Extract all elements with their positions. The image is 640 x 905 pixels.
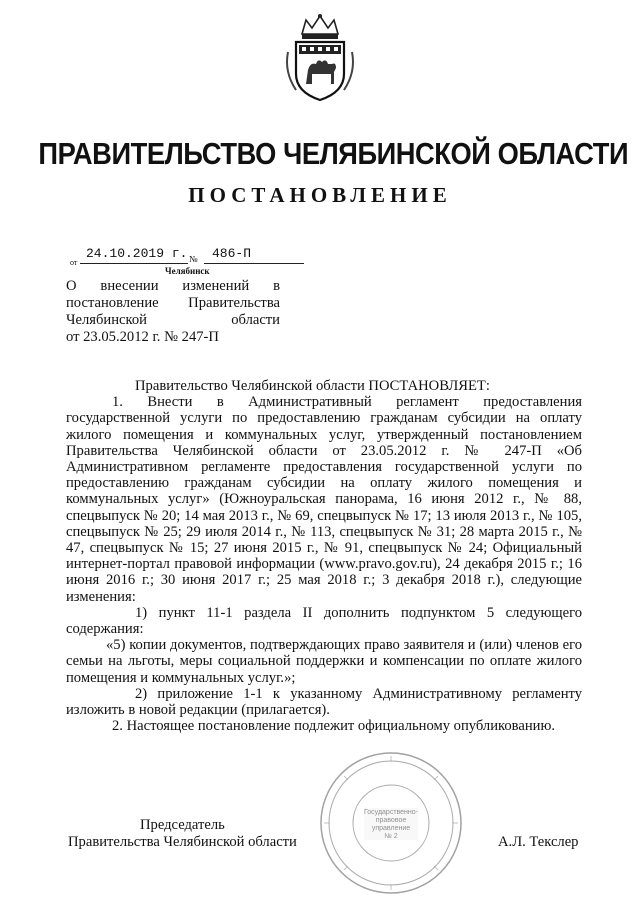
clause-1: 1. Внести в Административный регламент предоставления государственной услуги по предоставлению гражданам субсидии на оплату жилого помещения и коммунальных услуг, утвержденный постановлением Правительства Челябинской области от 23.05.2012 г. № 247-П «Об Административном регламенте предоставления государственной услуги по предоставлению гражданам субсидии на оплату жилого помещения и коммунальных услуг» (Южноуральская панорама, 16 июня 2012 г., № 88, спецвыпуск № 20; 14 мая 2013 г., № 69, спецвыпуск № 17; 13 июля 2013 г., № 105, спецвыпуск № 25; 29 июля 2014 г., № 113, спецвыпуск № 31; 28 марта 2015 г., № 47, спецвыпуск № 15; 27 июня 2015 г., № 91, спецвыпуск № 24; Официальный интернет-портал правовой информации (www.pravo.gov.ru), 24 декабря 2015 г.; 16 июня 2016 г.; 30 июня 2017 г.; 25 мая 2018 г.; 3 декабря 2018 г.), следующие изменения: [66,394,582,605]
document-type: ПОСТАНОВЛЕНИЕ [188,183,452,207]
official-seal-icon [316,748,466,898]
signatory-name: А.Л. Текслер [498,834,579,850]
subclause-2: 2) приложение 1-1 к указанному Административному регламенту изложить в новой редакции (прилагается). [66,685,582,719]
organization-title: ПРАВИТЕЛЬСТВО ЧЕЛЯБИНСКОЙ ОБЛАСТИ [38,136,629,171]
coat-of-arms-icon [282,12,358,104]
subject-line: от 23.05.2012 г. № 247-П [66,329,219,345]
signatory-title-line2: Правительства Челябинской области [68,834,297,850]
stamp-text-line: № 2 [384,833,398,840]
stamp-text-line: правовое [375,817,407,824]
quoted-text: «5) копии документов, подтверждающих право заявителя и (или) членов его семьи на льготы, меры социальной поддержки и компенсации по оплате жилого помещения и коммунальных услуг.»; [66,637,582,686]
signatory-title-line1: Председатель [140,817,225,833]
date-prefix: от [70,258,78,267]
stamp-text-line: Государственно- [363,809,419,816]
stamp-text-line: управление [371,825,411,832]
document-number: 486-П [204,246,304,264]
document-date: 24.10.2019 г. [80,246,188,264]
subclause-1: 1) пункт 11-1 раздела II дополнить подпунктом 5 следующего содержания: [66,604,582,638]
subject-line: Челябинской области [66,312,280,328]
document-subject [66,278,280,346]
document-body [66,378,582,734]
city-label: Челябинск [165,266,210,276]
subject-line: постановление Правительства [66,295,280,311]
preamble: Правительство Челябинской области ПОСТАНОВЛЯЕТ: [135,378,490,394]
subject-line: О внесении изменений в [66,278,280,294]
number-prefix: № [189,254,198,264]
clause-2: 2. Настоящее постановление подлежит официальному опубликованию. [112,718,556,735]
signatory-title [68,817,328,851]
